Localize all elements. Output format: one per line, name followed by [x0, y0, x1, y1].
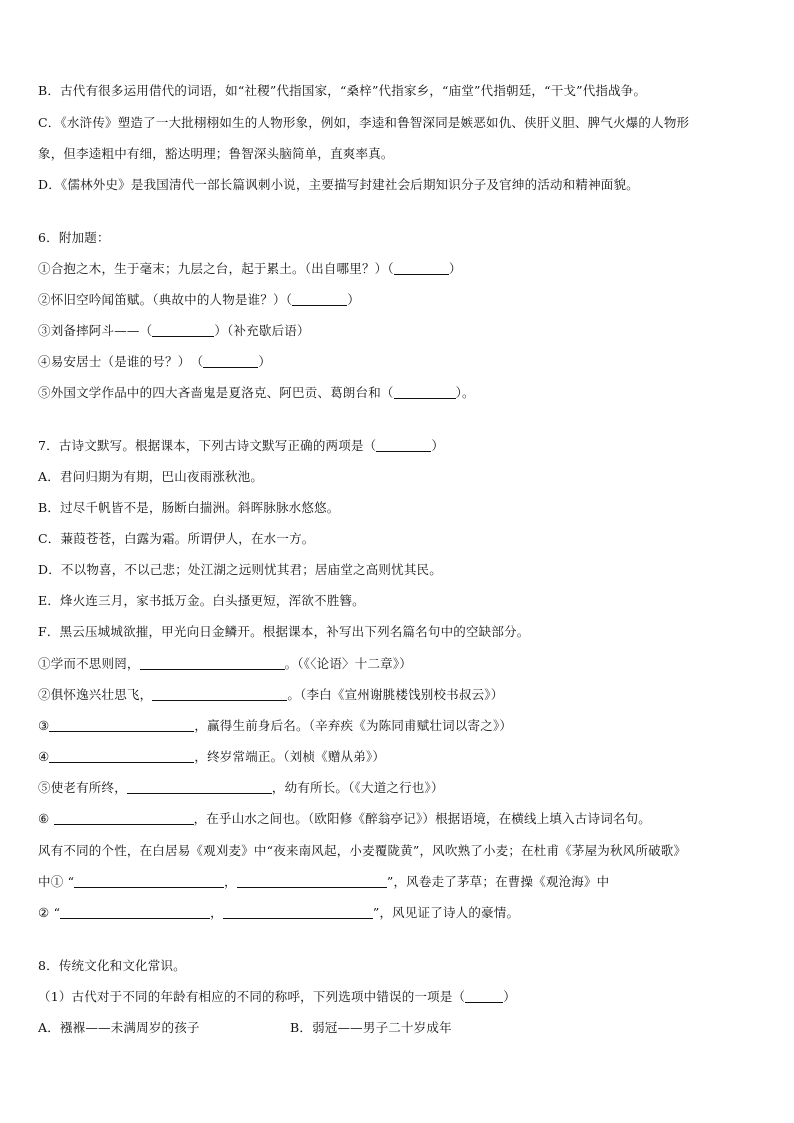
q5-option-d: D．《儒林外史》是我国清代一部长篇讽刺小说，主要描写封建社会后期知识分子及官绅的活动和精神面貌。: [38, 177, 639, 192]
q7-passage-line3-tail: ”，风见证了诗人的豪情。: [372, 905, 520, 920]
q7-fill-3-source: ，赢得生前身后名。（辛弃疾《为陈同甫赋壮词以寄之》）: [194, 718, 513, 733]
q7-passage-line2-tail: ”，风卷走了茅草；在曹操《观沧海》中: [386, 874, 610, 889]
q8-subquestion-1-close: ）: [503, 989, 516, 1004]
q7-option-c: C．蒹葭苍苍，白露为霜。所谓伊人，在水一方。: [38, 531, 315, 546]
q7-option-e: E．烽火连三月，家书抵万金。白头搔更短，浑欲不胜簪。: [38, 593, 365, 608]
q6-item-5-text: ⑤外国文学作品中的四大吝啬鬼是夏洛克、阿巴贡、葛朗台和（: [38, 385, 394, 400]
q7-passage-line3: [38, 904, 519, 922]
q8-title: 8．传统文化和文化常识。: [38, 958, 186, 973]
q6-item-4-close: ）: [258, 354, 272, 369]
q7-passage-line2: [38, 873, 609, 891]
q7-title-text: 7．古诗文默写。根据课本，下列古诗文默写正确的两项是（: [38, 438, 377, 453]
q7-option-a: A．君问归期为有期，巴山夜雨涨秋池。: [38, 469, 264, 484]
q7-fill-4: [38, 748, 385, 766]
q6-title: 6．附加题：: [38, 230, 110, 245]
q6-item-4-text: ④易安居士（是谁的号？） （: [38, 354, 204, 369]
q6-item-1: [38, 260, 462, 278]
answer-blank[interactable]: [140, 656, 285, 670]
q7-fill-1: [38, 655, 412, 673]
answer-blank[interactable]: [60, 905, 210, 919]
q8-option-b: B．弱冠——男子二十岁成年: [290, 1020, 452, 1035]
q7-fill-4-source: ，终岁常端正。（刘桢《赠从弟》）: [194, 749, 386, 764]
q6-item-3-close: ）（补充歇后语）: [214, 323, 310, 338]
q6-item-2-text: ②怀旧空吟闻笛赋。（典故中的人物是谁？）（: [38, 292, 293, 307]
q5-option-c-line1: C．《水浒传》塑造了一大批栩栩如生的人物形象，例如，李逵和鲁智深同是嫉恶如仇、侠肝义胆、脾气火爆的人物形: [38, 115, 690, 130]
q6-item-1-text: ①合抱之木，生于毫末；九层之台，起于累土。（出自哪里？）（: [38, 261, 394, 276]
answer-blank[interactable]: [203, 354, 258, 368]
q7-fill-1-text: ①学而不思则罔，: [38, 656, 140, 671]
q7-fill-5-text: ⑤使老有所终，: [38, 780, 127, 795]
q7-passage-line3-comma: ，: [210, 905, 223, 920]
answer-blank[interactable]: [152, 323, 214, 337]
answer-blank[interactable]: [394, 385, 456, 399]
answer-blank[interactable]: [49, 718, 194, 732]
q7-fill-2: [38, 686, 503, 704]
q7-fill-3-text: ③: [38, 718, 50, 733]
q7-option-d: D．不以物喜，不以己悲；处江湖之远则忧其君；居庙堂之高则忧其民。: [38, 562, 442, 577]
q7-option-b: B．过尽千帆皆不是，肠断白揣洲。斜晖脉脉水悠悠。: [38, 500, 340, 515]
answer-blank[interactable]: [376, 438, 431, 452]
q5-option-b: B．古代有很多运用借代的词语，如“社稷”代指国家，“桑梓”代指家乡，“庙堂”代指朝廷，“干戈”代指战争。: [38, 83, 647, 98]
answer-blank[interactable]: [292, 292, 347, 306]
q7-fill-3: [38, 717, 512, 735]
answer-blank[interactable]: [223, 905, 373, 919]
q8-option-a: A．襁褓——未满周岁的孩子: [38, 1020, 200, 1035]
q7-fill-6: [38, 810, 651, 828]
answer-blank[interactable]: [394, 261, 449, 275]
q6-item-1-close: ）: [448, 261, 462, 276]
q7-passage-line3-lead: ② “: [38, 905, 61, 920]
answer-blank[interactable]: [54, 811, 194, 825]
q6-item-2: [38, 291, 360, 309]
q5-option-c-line2: 象，但李逵粗中有细，豁达明理；鲁智深头脑简单，直爽率真。: [38, 146, 394, 161]
answer-blank[interactable]: [127, 780, 272, 794]
q7-fill-2-text: ②俱怀逸兴壮思飞，: [38, 687, 153, 702]
q7-passage-line2-comma: ，: [224, 874, 237, 889]
q8-subquestion-1-text: （1）古代对于不同的年龄有相应的不同的称呼，下列选项中错误的一项是（: [38, 989, 466, 1004]
q7-title: [38, 437, 444, 455]
q7-passage-line1: 风有不同的个性，在白居易《观刈麦》中“夜来南风起，小麦覆陇黄”，风吹熟了小麦；在杜甫《茅屋为秋风所破歌》: [38, 843, 687, 858]
q6-item-5-close: ）。: [455, 385, 475, 400]
q6-item-3-text: ③刘备摔阿斗——（: [38, 323, 153, 338]
answer-blank[interactable]: [237, 874, 387, 888]
answer-blank[interactable]: [74, 874, 224, 888]
q6-item-5: [38, 384, 475, 402]
q7-fill-1-source: 。（《〈论语〉十二章》）: [284, 656, 413, 671]
q7-fill-2-source: 。（李白《宣州谢朓楼饯别校书叔云》）: [287, 687, 504, 702]
q7-fill-5: [38, 779, 444, 797]
q8-subquestion-1: [38, 988, 516, 1006]
answer-blank[interactable]: [465, 989, 503, 1003]
q7-fill-6-source: ，在乎山水之间也。（欧阳修《醉翁亭记》）根据语境，在横线上填入古诗词名句。: [193, 811, 651, 826]
answer-blank[interactable]: [152, 687, 287, 701]
q6-item-2-close: ）: [347, 292, 360, 307]
q7-option-f: F．黑云压城城欲摧，甲光向日金鳞开。根据课本，补写出下列名篇名句中的空缺部分。: [38, 624, 530, 639]
q7-title-close: ）: [431, 438, 445, 453]
q7-fill-5-source: ，幼有所长。（《大道之行也》）: [271, 780, 444, 795]
q7-fill-6-text: ⑥: [38, 811, 54, 826]
q7-passage-line2-lead: 中① “: [38, 874, 75, 889]
answer-blank[interactable]: [49, 749, 194, 763]
q6-item-3: [38, 322, 310, 340]
q7-fill-4-text: ④: [38, 749, 50, 764]
q6-item-4: [38, 353, 271, 371]
